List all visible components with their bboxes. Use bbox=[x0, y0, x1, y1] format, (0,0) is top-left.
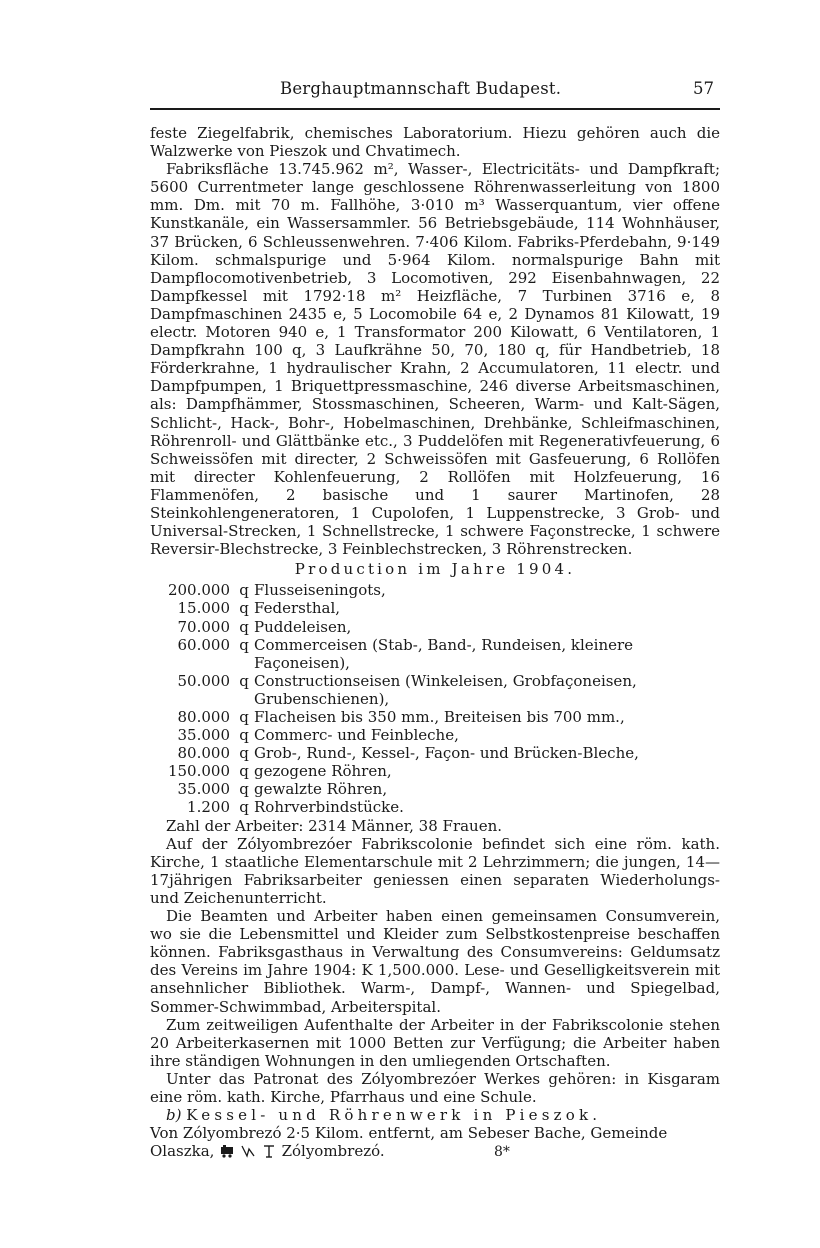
production-quantity: 35.000 bbox=[177, 780, 230, 799]
production-list bbox=[150, 581, 720, 816]
production-unit: q bbox=[239, 798, 249, 817]
production-row bbox=[150, 581, 720, 599]
production-item: Grob-, Rund-, Kessel-, Façon- und Brücken-Bleche, bbox=[254, 744, 639, 763]
production-item: gewalzte Röhren, bbox=[254, 780, 388, 799]
production-row bbox=[150, 798, 720, 816]
paragraph: feste Ziegelfabrik, chemisches Laboratorium. Hiezu gehören auch die Walzwerke von Pieszok und Chvatimech. bbox=[150, 124, 720, 161]
production-item: Rohrverbindstücke. bbox=[254, 798, 404, 817]
paragraph: Zum zeitweiligen Aufenthalte der Arbeiter in der Fabrikscolonie stehen 20 Arbeiterkasernen mit 1000 Betten zur Verfügung; die Arbeiter haben ihre ständigen Wohnungen in den umliegenden Ortschaften. bbox=[150, 1015, 720, 1070]
header-rule bbox=[150, 108, 720, 110]
production-unit: q bbox=[239, 581, 249, 600]
production-row bbox=[150, 599, 720, 617]
production-unit: q bbox=[239, 635, 249, 654]
paragraph: Die Beamten und Arbeiter haben einen gemeinsamen Consumverein, wo sie die Lebensmittel und Kleider zum Selbstkostenpreise beschaffen können. Fabriksgasthaus in Verwaltung des Consumvereins: Geldumsatz des Vereins im Jahre 1904: K 1,500.000. Lese- und Geselligkeitsverein mit ansehnlicher Bibliothek. Warm-, Dampf-, Wannen- und Spiegelbad, Sommer-Schwimmbad, Arbeiterspital. bbox=[150, 907, 720, 1016]
paragraph: Zahl der Arbeiter: 2314 Männer, 38 Frauen. bbox=[166, 816, 503, 835]
paragraph: Fabriksfläche 13.745.962 m², Wasser-, Electricitäts- und Dampfkraft; 5600 Currentmeter lange geschlossene Röhrenwasserleitung von 1800 mm. Dm. mit 70 m. Fallhöhe, 3·010 m³ Wasserquantum, vier offene Kunstkanäle, ein Wassersammler. 56 Betriebsgebäude, 114 Wohnhäuser, 37 Brücken, 6 Schleussenwehren. 7·406 Kilom. Fabriks-Pferdebahn, 9·149 Kilom. schmalspurige und 5·964 Kilom. normalspurige Bahn mit Dampflocomotivenbetrieb, 3 Locomotiven, 292 Eisenbahnwagen, 22 Dampfkessel mit 1792·18 m² Heizfläche, 7 Turbinen 3716 e, 8 Dampfmaschinen 2435 e, 5 Locomobile 64 e, 2 Dynamos 81 Kilowatt, 19 electr. Motoren 940 e, 1 Transformator 200 Kilowatt, 6 Ventilatoren, 1 Dampfkrahn 100 q, 3 Laufkrähne 50, 70, 180 q, für Handbetrieb, 18 Förderkrahne, 1 hydraulischer Krahn, 2 Accumulatoren, 11 electr. und Dampfpumpen, 1 Briquettpressmaschine, 246 diverse Arbeitsmaschinen, als: Dampfhämmer, Stossmaschinen, Scheeren, Warm- und Kalt-Sägen, Schlicht-, Hack-, Bohr-, Hobelmaschinen, Drehbänke, Schleifmaschinen, Röhrenroll- und Glättbänke etc., 3 Puddelöfen mit Regenerativfeuerung, 6 Schweissöfen mit directer, 2 Schweissöfen mit Gasfeuerung, 6 Rollöfen mit directer Kohlenfeuerung, 2 Rollöfen mit Holzfeuerung, 16 Flammenöfen, 2 basische und 1 saurer Martinofen, 28 Steinkohlengeneratoren, 1 Cupolofen, 1 Luppenstrecke, 3 Grob- und Universal-Strecken, 1 Schnellstrecke, 1 schwere Façonstrecke, 1 schwere Reversir-Blechstrecke, 3 Feinblechstrecken, 3 Röhrenstrecken. bbox=[150, 160, 720, 559]
production-quantity: 70.000 bbox=[177, 617, 230, 636]
production-unit: q bbox=[239, 726, 249, 745]
production-quantity: 80.000 bbox=[177, 708, 230, 726]
production-unit: q bbox=[239, 762, 249, 781]
page-number: 57 bbox=[693, 79, 714, 98]
text-body bbox=[150, 124, 720, 1160]
running-title: Berghauptmannschaft Budapest. bbox=[280, 79, 562, 98]
production-item: Federsthal, bbox=[254, 599, 341, 618]
production-row bbox=[150, 618, 720, 636]
production-quantity: 1.200 bbox=[187, 798, 230, 817]
production-item: Commerceisen (Stab-, Band-, Rundeisen, kleinere Façoneisen), bbox=[254, 635, 634, 672]
production-quantity: 50.000 bbox=[177, 671, 230, 690]
post-office-icon bbox=[240, 1144, 256, 1158]
production-quantity: 150.000 bbox=[167, 762, 230, 781]
subsection-title: Kessel- und Röhrenwerk in Pieszok. bbox=[186, 1106, 602, 1125]
production-row bbox=[150, 762, 720, 780]
paragraph-text: Von Zólyombrezó 2·5 Kilom. entfernt, am Sebeser Bache, Gemeinde Olaszka, bbox=[150, 1124, 668, 1161]
section-heading: Production im Jahre 1904. bbox=[294, 560, 576, 579]
production-quantity: 200.000 bbox=[167, 581, 230, 600]
running-header bbox=[150, 74, 720, 108]
production-row bbox=[150, 708, 720, 726]
production-unit: q bbox=[239, 708, 249, 726]
production-row bbox=[150, 726, 720, 744]
production-row bbox=[150, 672, 720, 708]
railway-station-icon bbox=[219, 1144, 235, 1158]
paragraph: Auf der Zólyombrezóer Fabrikscolonie befindet sich eine röm. kath. Kirche, 1 staatliche Elementarschule mit 2 Lehrzimmern; die jungen, 14—17jährigen Fabriksarbeiter geniessen einen separaten Wiederholungs- und Zeichenunterricht. bbox=[150, 834, 720, 907]
production-unit: q bbox=[239, 617, 249, 636]
production-quantity: 80.000 bbox=[177, 744, 230, 763]
production-row bbox=[150, 780, 720, 798]
production-row bbox=[150, 636, 720, 672]
production-item: Constructionseisen (Winkeleisen, Grobfaçoneisen, Grubenschienen), bbox=[254, 671, 637, 708]
paragraph bbox=[150, 1124, 720, 1160]
paragraph: Unter das Patronat des Zólyombrezóer Werkes gehören: in Kisgaram eine röm. kath. Kirche, Pfarrhaus und eine Schule. bbox=[150, 1069, 720, 1106]
production-unit: q bbox=[239, 744, 249, 763]
production-item: Flacheisen bis 350 mm., Breiteisen bis 700 mm., bbox=[254, 708, 625, 726]
production-quantity: 35.000 bbox=[177, 726, 230, 745]
production-unit: q bbox=[239, 780, 249, 799]
subsection-heading bbox=[150, 1106, 720, 1124]
paragraph-tail: Zólyombrezó. bbox=[281, 1142, 385, 1161]
production-item: Puddeleisen, bbox=[254, 617, 352, 636]
production-unit: q bbox=[239, 599, 249, 618]
production-item: gezogene Röhren, bbox=[254, 762, 392, 781]
production-quantity: 15.000 bbox=[177, 599, 230, 618]
production-unit: q bbox=[239, 671, 249, 690]
telegraph-icon bbox=[261, 1144, 277, 1158]
production-item: Commerc- und Feinbleche, bbox=[254, 726, 459, 745]
subsection-label: b) bbox=[166, 1106, 182, 1125]
production-item: Flusseiseningots, bbox=[254, 581, 386, 600]
signature-mark: 8* bbox=[494, 1144, 510, 1160]
production-row bbox=[150, 744, 720, 762]
production-quantity: 60.000 bbox=[177, 635, 230, 654]
